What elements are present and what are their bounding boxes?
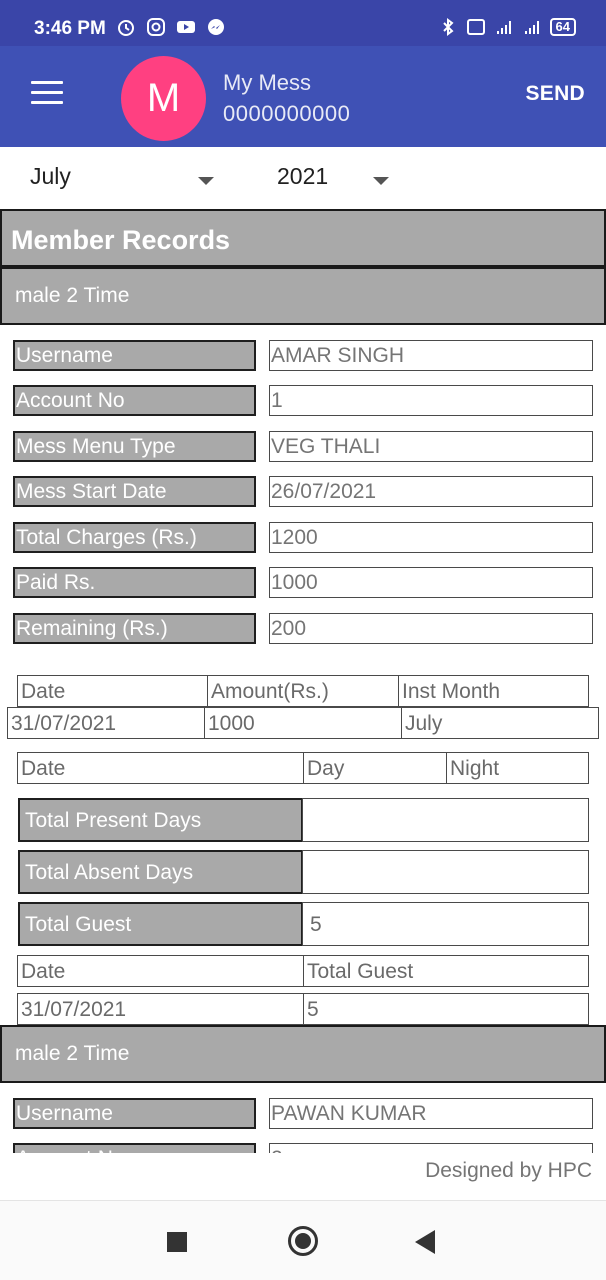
guest-cell-total: 5 <box>303 993 589 1025</box>
attendance-header-date: Date <box>17 752 304 784</box>
field-value: 26/07/2021 <box>269 476 593 507</box>
member-group-header: male 2 Time <box>0 267 606 325</box>
field-value: 1000 <box>269 567 593 598</box>
month-spinner[interactable] <box>30 163 220 203</box>
month-value: July <box>30 163 71 189</box>
field-value: 1 <box>269 385 593 416</box>
alarm-icon <box>116 17 136 37</box>
system-nav-bar <box>0 1200 606 1280</box>
field-value: AMAR SINGH <box>269 340 593 371</box>
app-subtitle: 0000000000 <box>223 101 351 126</box>
battery-level: 64 <box>550 18 576 36</box>
field-value: PAWAN KUMAR <box>269 1098 593 1129</box>
attendance-header-night: Night <box>446 752 589 784</box>
payments-header-date: Date <box>17 675 208 707</box>
app-title: My Mess <box>223 70 311 95</box>
bluetooth-icon <box>438 17 458 37</box>
dropdown-caret-icon <box>373 177 389 185</box>
field-label: Username <box>13 1098 256 1129</box>
payment-cell-month: July <box>401 707 599 739</box>
summary-value-guest: 5 <box>302 902 589 946</box>
signal-4g-icon <box>494 17 514 37</box>
field-value: 1200 <box>269 522 593 553</box>
youtube-icon <box>176 17 196 37</box>
field-label: Remaining (Rs.) <box>13 613 256 644</box>
app-bar <box>0 46 606 147</box>
payments-header-amount: Amount(Rs.) <box>207 675 399 707</box>
status-bar <box>0 0 606 46</box>
notification-icons <box>116 17 226 37</box>
back-triangle-icon[interactable] <box>415 1230 435 1254</box>
guests-header-date: Date <box>17 955 304 987</box>
system-icons <box>438 17 576 37</box>
instagram-icon <box>146 17 166 37</box>
payment-cell-amount: 1000 <box>204 707 402 739</box>
summary-value-absent <box>302 850 589 894</box>
summary-value-present <box>302 798 589 842</box>
payments-header-month: Inst Month <box>398 675 589 707</box>
guest-cell-date: 31/07/2021 <box>17 993 304 1025</box>
send-button[interactable]: SEND <box>525 82 585 105</box>
signal-icon <box>522 17 542 37</box>
guests-header-total: Total Guest <box>303 955 589 987</box>
field-value: VEG THALI <box>269 431 593 462</box>
year-spinner[interactable] <box>277 163 397 203</box>
summary-label-absent: Total Absent Days <box>18 850 303 894</box>
field-label: Account No <box>13 385 256 416</box>
member-group-header: male 2 Time <box>0 1025 606 1083</box>
field-label: Username <box>13 340 256 371</box>
payment-cell-date: 31/07/2021 <box>7 707 205 739</box>
year-value: 2021 <box>277 163 329 189</box>
messenger-icon <box>206 17 226 37</box>
avatar[interactable]: M <box>121 56 206 141</box>
field-label: Total Charges (Rs.) <box>13 522 256 553</box>
volte-icon <box>466 17 486 37</box>
hamburger-menu-icon[interactable] <box>31 81 63 105</box>
designed-by-label: Designed by HPC <box>425 1159 592 1182</box>
field-label: Paid Rs. <box>13 567 256 598</box>
home-circle-icon[interactable] <box>288 1226 318 1256</box>
status-time: 3:46 PM <box>34 18 106 39</box>
dropdown-caret-icon <box>198 177 214 185</box>
attendance-header-day: Day <box>303 752 447 784</box>
field-label: Mess Menu Type <box>13 431 256 462</box>
records-title: Member Records <box>0 209 606 267</box>
field-value: 200 <box>269 613 593 644</box>
field-label: Mess Start Date <box>13 476 256 507</box>
summary-label-present: Total Present Days <box>18 798 303 842</box>
summary-label-guest: Total Guest <box>18 902 303 946</box>
recents-square-icon[interactable] <box>167 1232 187 1252</box>
